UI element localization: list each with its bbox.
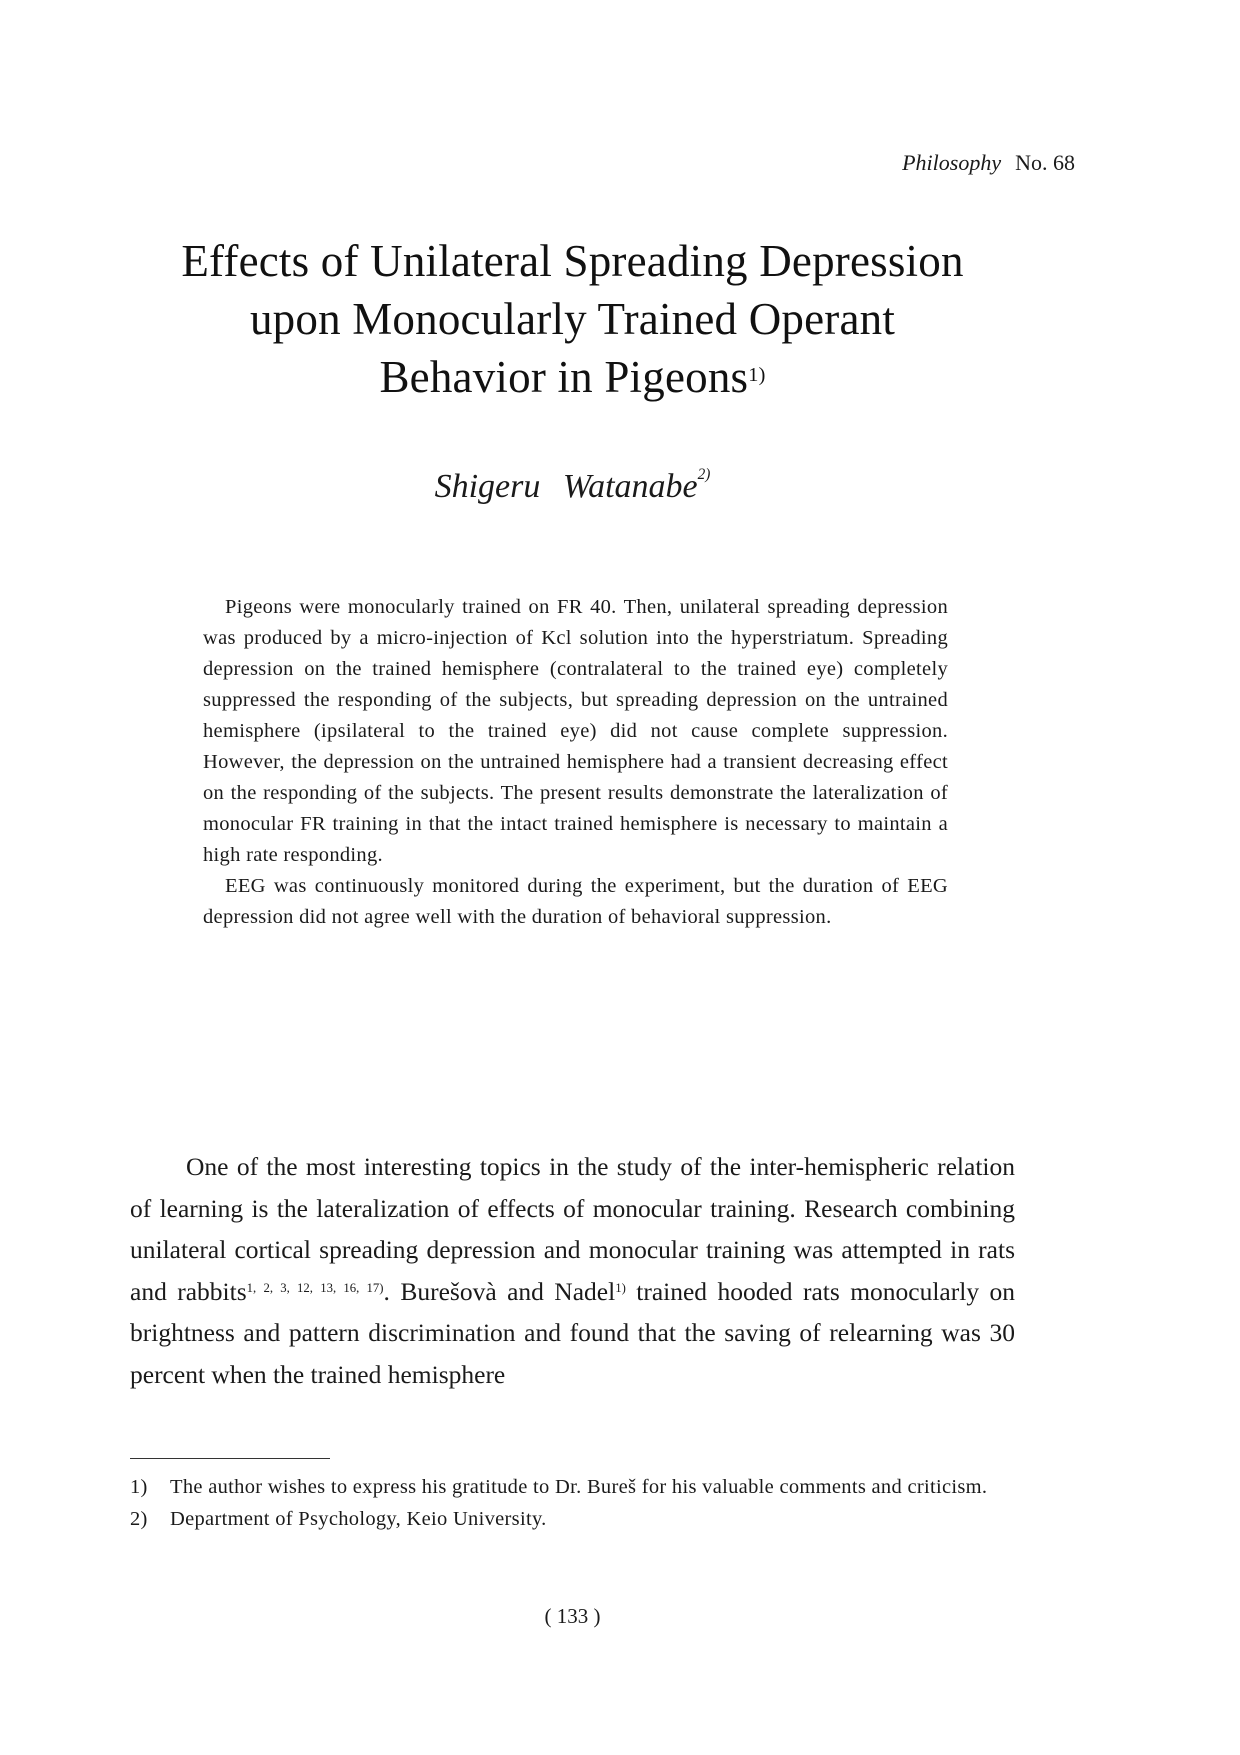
citation-superscript: 1, 2, 3, 12, 13, 16, 17): [246, 1280, 384, 1295]
author-line: [0, 468, 1145, 506]
body-paragraph: [130, 1146, 1015, 1395]
body-text-part-3: trained hooded rats monocularly on brightness and pattern discrimination and found that the saving of relearning was 30 percent when the trained hemisphere: [130, 1276, 1015, 1389]
abstract-paragraph-2: EEG was continuously monitored during the experiment, but the duration of EEG depression did not agree well with the duration of behavioral suppression.: [203, 875, 948, 928]
abstract-paragraph-1: Pigeons were monocularly trained on FR 40. Then, unilateral spreading depression was produced by a micro-injection of Kcl solution into the hyperstriatum. Spreading depression on the trained hemisphere (contralateral to the trained eye) completely suppressed the responding of the subjects, but spreading depression on the untrained hemisphere (ipsilateral to the trained eye) did not cause complete suppression. However, the depression on the untrained hemisphere had a transient decreasing effect on the responding of the subjects. The present results demonstrate the lateralization of monocular FR training in that the intact trained hemisphere is necessary to maintain a high rate responding.: [203, 596, 948, 866]
title-line-2: upon Monocularly Trained Operant: [249, 294, 896, 344]
citation-superscript: 1): [615, 1280, 626, 1295]
body-text-part-2: . Burešovà and Nadel: [383, 1276, 616, 1306]
footnote-text: Department of Psychology, Keio University.: [170, 1507, 547, 1530]
body-text: [130, 1146, 1015, 1395]
title-line-3-text: Behavior in Pigeons: [379, 352, 749, 402]
footnote-text: The author wishes to express his gratitude to Dr. Bureš for his valuable comments and criticism.: [170, 1476, 988, 1498]
footnote-2: [130, 1504, 1015, 1536]
journal-name: Philosophy: [902, 150, 1002, 175]
abstract: [203, 592, 948, 933]
title-line-1: Effects of Unilateral Spreading Depression: [181, 236, 964, 286]
footnote-divider: [130, 1458, 330, 1459]
page-number: ( 133 ): [544, 1604, 601, 1628]
issue-number: No. 68: [1015, 150, 1075, 175]
title-line-3: [0, 348, 1145, 406]
paper-title: [0, 232, 1145, 406]
author-footnote-marker: 2): [697, 466, 711, 483]
footnote-1: [130, 1472, 1015, 1504]
body-text-part-1: One of the most interesting topics in the study of the inter-hemispheric relation of learning is the lateralization of effects of monocular training. Research combining unilateral cortical spreading depression and monocular training was attempted in rats and rabbits: [130, 1152, 1015, 1306]
running-head: [902, 150, 1075, 176]
footnote-number: 1): [130, 1476, 148, 1498]
footnote-number: 2): [130, 1507, 148, 1530]
title-footnote-marker: 1): [748, 364, 766, 386]
author-name: Shigeru Watanabe: [434, 468, 698, 505]
footnotes: [130, 1472, 1015, 1535]
